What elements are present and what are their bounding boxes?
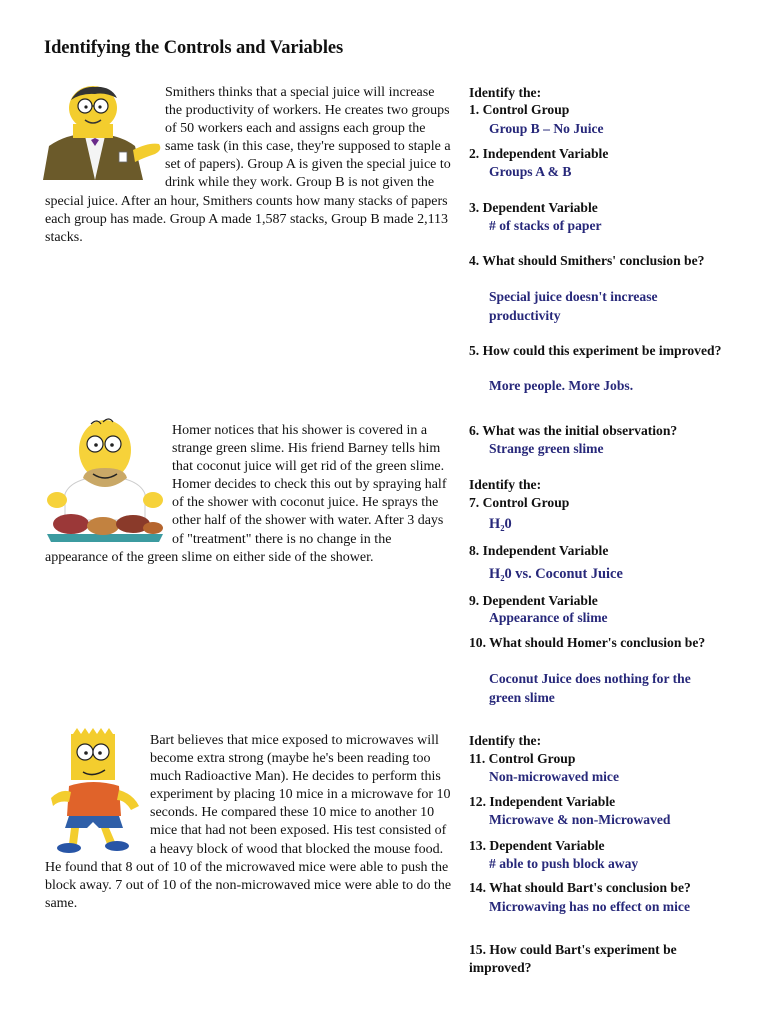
answer-9: Appearance of slime — [489, 610, 608, 625]
question-2: 2. Independent Variable — [469, 146, 609, 161]
question-12: 12. Independent Variable — [469, 794, 616, 809]
question-4: 4. What should Smithers' conclusion be? — [469, 253, 705, 268]
answer-3: # of stacks of paper — [489, 218, 602, 233]
question-9: 9. Dependent Variable — [469, 593, 598, 608]
identify-label-2: Identify the: — [469, 477, 542, 492]
answer-10: Coconut Juice does nothing for the green slime — [489, 671, 691, 705]
question-15: 15. How could Bart's experiment be improved? — [469, 942, 677, 975]
page-title: Identifying the Controls and Variables — [44, 38, 344, 58]
question-5: 5. How could this experiment be improved? — [469, 343, 722, 358]
identify-label-3: Identify the: — [469, 733, 542, 748]
question-13: 13. Dependent Variable — [469, 838, 605, 853]
answer-1: Group B – No Juice — [489, 121, 604, 136]
question-1: 1. Control Group — [469, 102, 570, 117]
identify-label-1: Identify the: — [469, 85, 542, 100]
question-14: 14. What should Bart's conclusion be? — [469, 880, 691, 895]
question-6: 6. What was the initial observation? — [469, 423, 678, 438]
homer-illustration — [41, 416, 169, 546]
question-3: 3. Dependent Variable — [469, 200, 598, 215]
question-8: 8. Independent Variable — [469, 543, 609, 558]
answer-14: Microwaving has no effect on mice — [489, 899, 690, 914]
answer-5: More people. More Jobs. — [489, 378, 634, 393]
answer-6: Strange green slime — [489, 441, 604, 456]
question-10: 10. What should Homer's conclusion be? — [469, 635, 706, 650]
answer-13: # able to push block away — [489, 856, 639, 871]
story-smithers: Smithers thinks that a special juice will increase the productivity of workers. He creates two groups of 50 workers each and assigns each group the same task (in this case, they're supposed to staple a set of papers). Group A is given the special juice to drink while they work. Group B is not given the special juice. After an hour, Smithers counts how many stacks of papers each group has made. Group A made 1,587 stacks, Group B made 2,113 stacks. — [45, 84, 455, 247]
story-homer: Homer notices that his shower is covered in a strange green slime. His friend Barney tells him that coconut juice will get rid of the green slime. Homer decides to check this out by spraying half of the shower with coconut juice. He sprays the other half of the shower with water. After 3 days of "treatment" there is no change in the appearance of the green slime on either side of the shower. — [45, 422, 455, 567]
answer-12: Microwave & non-Microwaved — [489, 812, 671, 827]
question-7: 7. Control Group — [469, 495, 570, 510]
question-11: 11. Control Group — [469, 751, 576, 766]
smithers-illustration — [39, 84, 161, 180]
answer-2: Groups A & B — [489, 164, 572, 179]
answer-4: Special juice doesn't increase productivity — [489, 289, 658, 323]
bart-illustration — [43, 728, 145, 856]
answer-7: H₂0 — [489, 516, 512, 532]
story-bart: Bart believes that mice exposed to microwaves will become extra strong (maybe he's been reading too much Radioactive Man). He decides to perform this experiment by placing 10 mice in a microwave for 10 seconds. He compared these 10 mice to another 10 mice that had not been exposed. His test consisted of a heavy block of wood that blocked the mouse food. He found that 8 out of 10 of the microwaved mice were able to push the block away. 7 out of 10 of the non-microwaved mice were able to do the same. — [45, 732, 455, 913]
answer-11: Non-microwaved mice — [489, 769, 619, 784]
answer-8: H₂0 vs. Coconut Juice — [489, 566, 623, 582]
